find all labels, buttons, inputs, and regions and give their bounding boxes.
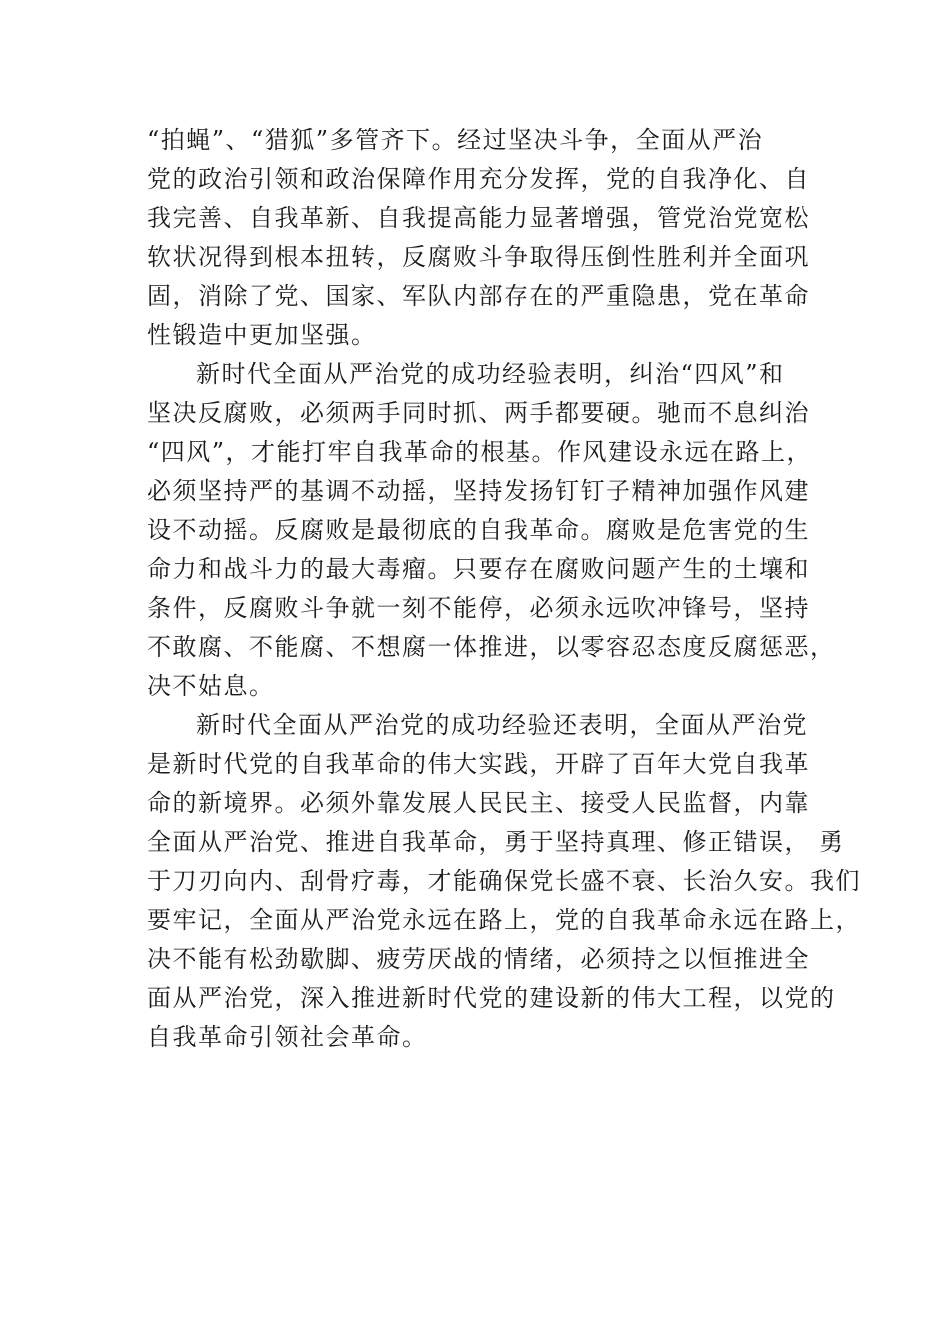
text-line: 软状况得到根本扭转，反腐败斗争取得压倒性胜利并全面巩: [147, 243, 810, 271]
text-line: 全面从严治党、推进自我革命，勇于坚持真理、修正错误， 勇: [147, 828, 845, 856]
text-line: 性锻造中更加坚强。: [147, 321, 377, 349]
text-line: 我完善、自我革新、自我提高能力显著增强，管党治党宽松: [147, 204, 810, 232]
text-line: 命力和战斗力的最大毒瘤。只要存在腐败问题产生的土壤和: [147, 555, 810, 583]
text-line: 决不姑息。: [147, 672, 275, 700]
text-line: 坚决反腐败，必须两手同时抓、两手都要硬。驰而不息纠治: [147, 399, 810, 427]
text-line: 固，消除了党、国家、军队内部存在的严重隐患，党在革命: [147, 282, 810, 310]
text-line: “拍蝇”、“猎狐”多管齐下。经过坚决斗争，全面从严治: [147, 126, 764, 154]
text-line: 党的政治引领和政治保障作用充分发挥，党的自我净化、自: [147, 165, 810, 193]
text-line: 命的新境界。必须外靠发展人民民主、接受人民监督，内靠: [147, 789, 810, 817]
text-line: 条件，反腐败斗争就一刻不能停，必须永远吹冲锋号，坚持: [147, 594, 810, 622]
paragraph-1: [147, 121, 827, 355]
text-line: 不敢腐、不能腐、不想腐一体推进，以零容忍态度反腐惩恶，: [147, 633, 836, 661]
paragraph-3: [147, 706, 861, 1057]
text-line: 新时代全面从严治党的成功经验表明，纠治“四风”和: [196, 360, 785, 388]
text-line: 是新时代党的自我革命的伟大实践，开辟了百年大党自我革: [147, 750, 810, 778]
text-line: 面从严治党，深入推进新时代党的建设新的伟大工程，以党的: [147, 984, 836, 1012]
paragraph-2: [147, 355, 836, 706]
text-line: “四风”，才能打牢自我革命的根基。作风建设永远在路上，: [147, 438, 813, 466]
text-line: 必须坚持严的基调不动摇，坚持发扬钉钉子精神加强作风建: [147, 477, 810, 505]
text-line: 新时代全面从严治党的成功经验还表明，全面从严治党: [196, 711, 808, 739]
text-line: 设不动摇。反腐败是最彻底的自我革命。腐败是危害党的生: [147, 516, 810, 544]
document-body: [147, 121, 861, 1057]
text-line: 要牢记，全面从严治党永远在路上，党的自我革命永远在路上，: [147, 906, 861, 934]
text-line: 自我革命引领社会革命。: [147, 1023, 428, 1051]
text-line: 于刀刃向内、刮骨疗毒，才能确保党长盛不衰、长治久安。我们: [147, 867, 861, 895]
text-line: 决不能有松劲歇脚、疲劳厌战的情绪，必须持之以恒推进全: [147, 945, 810, 973]
